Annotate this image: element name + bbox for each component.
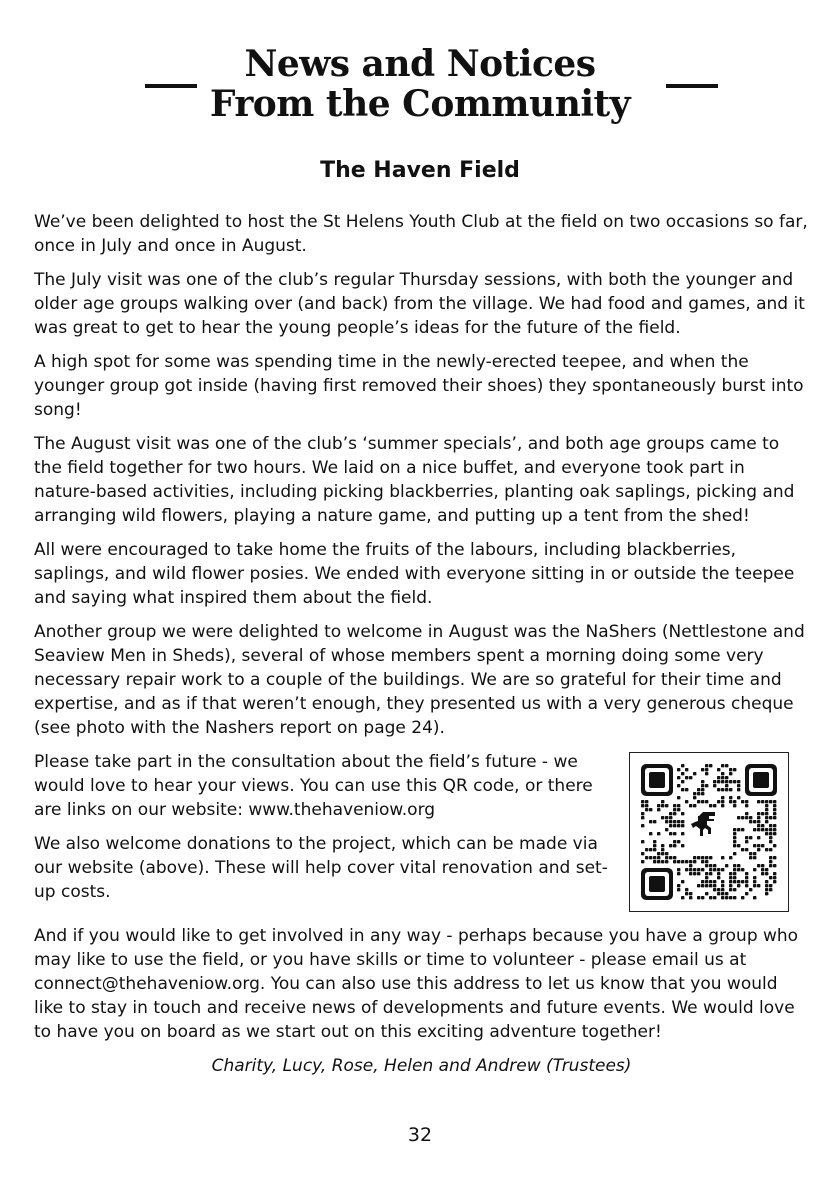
masthead — [0, 44, 840, 134]
page-title-line-2: From the Community — [209, 83, 631, 125]
consultation-text — [34, 750, 619, 914]
paragraph: All were encouraged to take home the fruits of the labours, including blackberries, saplings, and wild flower posies. We ended with everyone sitting in or outside the teepee and saying what inspired them about the field. — [34, 540, 795, 608]
donations-paragraph: We also welcome donations to the project, which can be made via our website (above). These will help cover vital renovation and set-up costs. — [34, 834, 608, 902]
paragraph: Another group we were delighted to welcome in August was the NaShers (Nettlestone and Seaview Men in Sheds), several of whose members spent a morning doing some very necessary repair work to a couple of the buildings. We are so grateful for their time and expertise, and as if that weren’t enough, they presented us with a very generous cheque (see photo with the Nashers report on page 24). — [34, 622, 805, 738]
qr-code-graphic — [641, 764, 777, 900]
article-heading: The Haven Field — [320, 158, 520, 183]
consultation-block — [34, 750, 809, 914]
article-body — [34, 210, 809, 1088]
involvement-paragraph: And if you would like to get involved in any way - perhaps because you have a group who may like to use the field, or you have skills or time to volunteer - please email us at connect@thehaveniow.org. You can also use this address to let us know that you would like to stay in touch and receive news of developments and future events. We would love to have you on board as we start out on this exciting adventure together! — [34, 926, 799, 1042]
title-rule-right — [666, 84, 718, 88]
paragraph: The July visit was one of the club’s regular Thursday sessions, with both the younger and older age groups walking over (and back) from the village. We had food and games, and it was great to get to hear the young people’s ideas for the future of the field. — [34, 270, 805, 338]
page-title-line-1: News and Notices — [244, 43, 596, 85]
page-number: 32 — [407, 1124, 433, 1146]
consultation-paragraph: Please take part in the consultation about the field’s future - we would love to hear your views. You can use this QR code, or there are links on our website: www.thehaveniow.org — [34, 752, 593, 820]
paragraph: We’ve been delighted to host the St Helens Youth Club at the field on two occasions so far, once in July and once in August. — [34, 212, 808, 256]
paragraph: The August visit was one of the club’s ‘summer specials’, and both age groups came to the field together for two hours. We laid on a nice buffet, and everyone took part in nature-based activities, including picking blackberries, planting oak saplings, picking and arranging wild flowers, playing a nature game, and putting up a tent from the shed! — [34, 434, 795, 526]
paragraph: A high spot for some was spending time in the newly-erected teepee, and when the younger group got inside (having first removed their shoes) they spontaneously burst into song! — [34, 352, 804, 420]
qr-code-icon[interactable] — [629, 752, 789, 912]
signature: Charity, Lucy, Rose, Helen and Andrew (Trustees) — [211, 1056, 632, 1076]
